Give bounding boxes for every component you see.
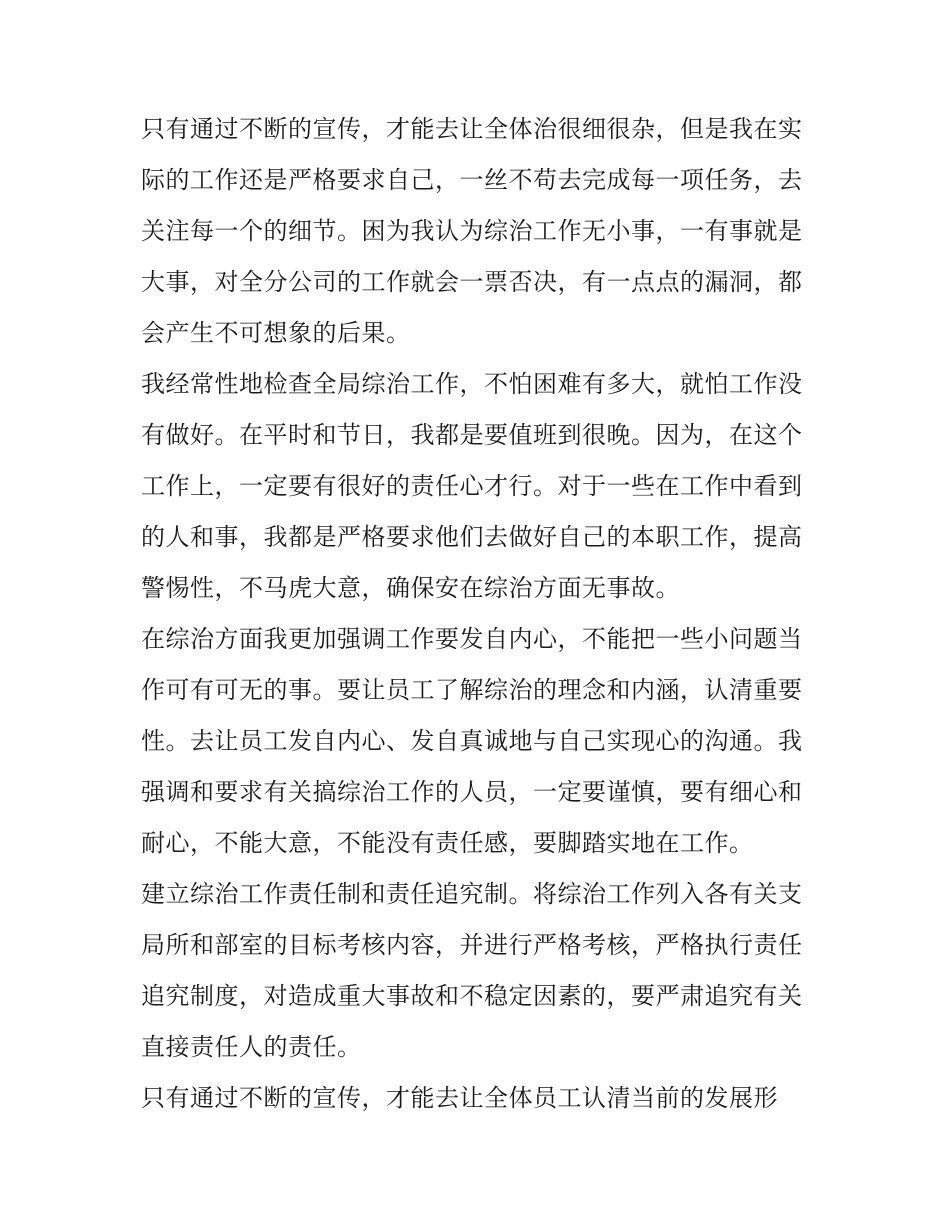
paragraph-2 [141, 359, 821, 614]
paragraph-line: 性。去让员工发自内心、发自真诚地与自己实现心的沟通。我 [141, 727, 803, 755]
paragraph-line: 会产生不可想象的后果。 [141, 319, 411, 347]
paragraph-line: 际的工作还是严格要求自己，一丝不苟去完成每一项任务，去 [141, 166, 803, 194]
paragraph-3 [141, 614, 821, 869]
paragraph-line: 的人和事，我都是严格要求他们去做好自己的本职工作，提高 [141, 523, 803, 551]
document-body [141, 104, 821, 1124]
paragraph-1 [141, 104, 821, 359]
paragraph-line: 大事，对全分公司的工作就会一票否决，有一点点的漏洞，都 [141, 268, 803, 296]
paragraph-line: 建立综治工作责任制和责任追究制。将综治工作列入各有关支 [141, 880, 803, 908]
paragraph-line: 只有通过不断的宣传，才能去让全体员工认清当前的发展形 [141, 1084, 778, 1112]
paragraph-line: 直接责任人的责任。 [141, 1033, 362, 1061]
paragraph-line: 警惕性，不马虎大意，确保安在综治方面无事故。 [141, 574, 680, 602]
paragraph-line: 关注每一个的细节。困为我认为综治工作无小事，一有事就是 [141, 217, 803, 245]
paragraph-line: 追究制度，对造成重大事故和不稳定因素的，要严肃追究有关 [141, 982, 803, 1010]
paragraph-line: 在综治方面我更加强调工作要发自内心，不能把一些小问题当 [141, 625, 803, 653]
paragraph-line: 工作上，一定要有很好的责任心才行。对于一些在工作中看到 [141, 472, 803, 500]
paragraph-5 [141, 1073, 821, 1124]
paragraph-line: 我经常性地检查全局综治工作，不怕困难有多大，就怕工作没 [141, 370, 803, 398]
paragraph-line: 强调和要求有关搞综治工作的人员，一定要谨慎，要有细心和 [141, 778, 803, 806]
paragraph-line: 只有通过不断的宣传，才能去让全体治很细很杂，但是我在实 [141, 115, 803, 143]
paragraph-4 [141, 869, 821, 1073]
paragraph-line: 局所和部室的目标考核内容，并进行严格考核，严格执行责任 [141, 931, 803, 959]
paragraph-line: 有做好。在平时和节日，我都是要值班到很晚。因为，在这个 [141, 421, 803, 449]
paragraph-line: 作可有可无的事。要让员工了解综治的理念和内涵，认清重要 [141, 676, 803, 704]
paragraph-line: 耐心，不能大意，不能没有责任感，要脚踏实地在工作。 [141, 829, 754, 857]
